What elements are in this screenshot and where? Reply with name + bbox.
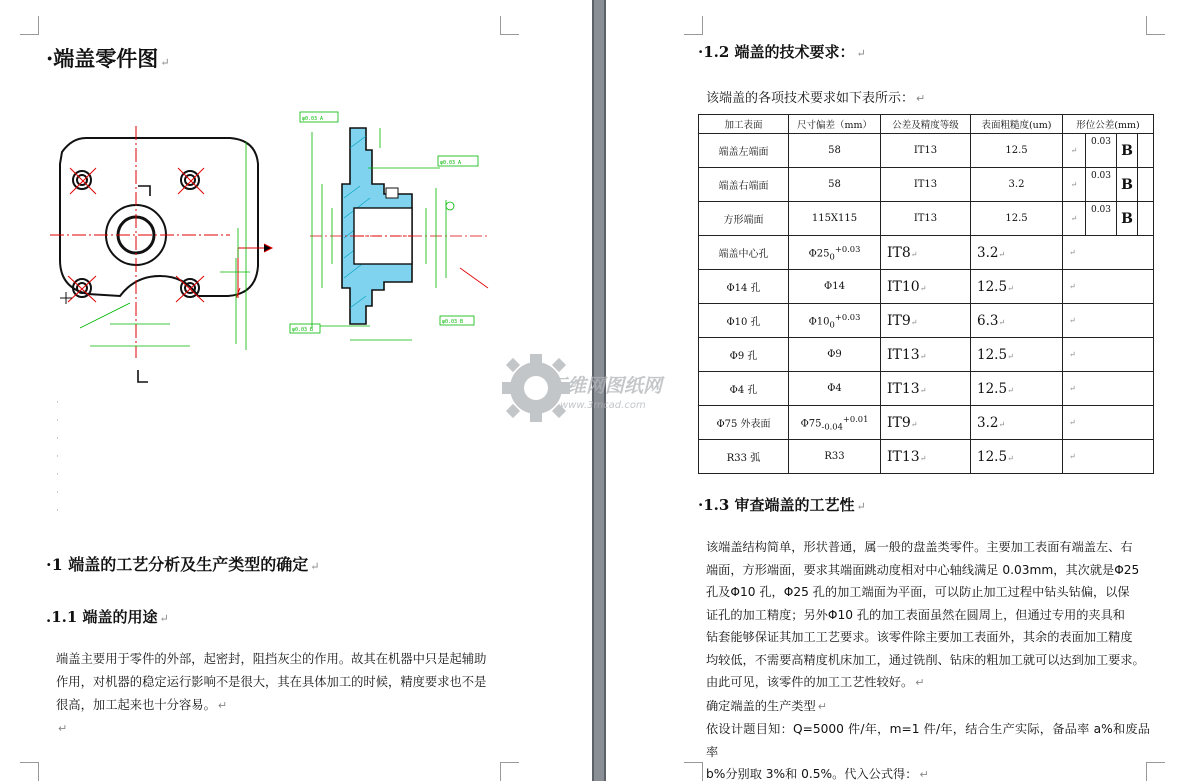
page-corner-mark (684, 762, 703, 781)
empty-paragraph-mark: · (56, 488, 59, 498)
table-cell-roughness: 12.5↵ (971, 338, 1063, 372)
table-cell-dimension: Φ4 (789, 372, 881, 406)
section-heading-1-3: ·1.3 审查端盖的工艺性 ↵ (698, 496, 866, 514)
watermark-logo (496, 350, 706, 430)
table-cell-surface: Φ75 外表面 (699, 406, 789, 440)
table-header: 表面粗糙度(um) (971, 115, 1063, 134)
tolerance-value: 0.03 (1086, 168, 1117, 201)
table-cell-surface: Φ9 孔 (699, 338, 789, 372)
section-1-3-body: 该端盖结构简单，形状普通，属一般的盘盖类零件。主要加工表面有端盖左、右 端面，方形端面，要求其端面跳动度相对中心轴线满足 0.03mm，其次就是Φ25 孔及Φ10 孔，Φ25 孔的加工端面为平面，可以防止加工过程中钻头钻偏，以保 证孔的加工精度；另外Φ10 孔的加工表面虽然在圆周上，但通过专用的夹具和 钻套能够保证其加工工艺要求。该零件除主要加工表面外，其余的表面加工精度 均较低，不需要高精度机床加工，通过铣削、钻床的粗加工就可以达到加工要求。 由此可见，该零件的加工工艺性较好。 ↵ 确定端盖的生产类型 ↵ 依设计题目知：Q=5000 件/年，m=1 件/年，结合生产实际，备品率 a%和废品率 b%分别取 3%和 0.5%。代入公式得： ↵ (706, 540, 1150, 781)
table-cell-roughness: 3.2↵ (971, 406, 1063, 440)
table-cell-roughness: 3.2 (971, 168, 1063, 202)
page-corner-mark (500, 762, 519, 781)
section-heading-1-2: ·1.2 端盖的技术要求： ↵ (698, 43, 866, 61)
table-cell-surface: 端盖中心孔 (699, 236, 789, 270)
page-corner-mark (20, 16, 39, 35)
table-cell-roughness: 12.5 (971, 202, 1063, 236)
table-cell-dimension: 58 (789, 168, 881, 202)
table-intro: 该端盖的各项技术要求如下表所示： ↵ (706, 91, 926, 106)
drawing-callout: φ0.03 B (442, 319, 464, 325)
watermark-brand: 三维网图纸网 (548, 375, 663, 397)
table-cell-tolerance: ↵ 0.03 B (1063, 134, 1154, 168)
section-heading-1-1: .1.1 端盖的用途 ↵ (46, 608, 169, 626)
table-cell-roughness: 12.5 (971, 134, 1063, 168)
empty-paragraph-mark: · (56, 434, 59, 444)
table-cell-grade: IT9↵ (881, 304, 971, 338)
table-cell-tolerance: ↵ (1063, 236, 1154, 270)
page-corner-mark (20, 762, 39, 781)
page-corner-mark (1146, 16, 1165, 35)
table-cell-tolerance: ↵ (1063, 304, 1154, 338)
table-header: 尺寸偏差（mm） (789, 115, 881, 134)
empty-paragraph-mark: · (56, 398, 59, 408)
table-cell-roughness: 3.2↵ (971, 236, 1063, 270)
table-cell-surface: 方形端面 (699, 202, 789, 236)
table-row (699, 440, 1154, 474)
table-row (699, 372, 1154, 406)
table-cell-dimension: 115X115 (789, 202, 881, 236)
empty-paragraph-mark: · (56, 470, 59, 480)
table-cell-grade: IT13↵ (881, 440, 971, 474)
table-row (699, 168, 1154, 202)
table-cell-tolerance: ↵ (1063, 406, 1154, 440)
table-cell-surface: Φ4 孔 (699, 372, 789, 406)
table-row (699, 202, 1154, 236)
table-cell-surface: Φ10 孔 (699, 304, 789, 338)
center-lines (50, 126, 272, 358)
table-cell-dimension: Φ14 (789, 270, 881, 304)
table-row (699, 134, 1154, 168)
table-cell-tolerance: ↵ (1063, 440, 1154, 474)
drawing-callout: φ0.03 A (302, 116, 324, 122)
drawing-callout: φ0.03 B (292, 327, 314, 333)
table-row (699, 236, 1154, 270)
table-cell-tolerance: ↵ (1063, 372, 1154, 406)
tolerance-datum: B (1117, 202, 1138, 235)
table-cell-grade: IT13 (881, 168, 971, 202)
table-cell-grade: IT13 (881, 134, 971, 168)
table-cell-grade: IT13↵ (881, 338, 971, 372)
page-title: ·端盖零件图 ↵ (46, 46, 170, 71)
table-cell-grade: IT13 (881, 202, 971, 236)
table-header: 公差及精度等级 (881, 115, 971, 134)
table-cell-surface: 端盖右端面 (699, 168, 789, 202)
front-view (60, 138, 258, 297)
table-cell-roughness: 6.3↵ (971, 304, 1063, 338)
table-cell-tolerance: ↵ 0.03 B (1063, 168, 1154, 202)
table-cell-dimension: R33 (789, 440, 881, 474)
end-cover-drawing (50, 88, 510, 388)
section-1-1-body: 端盖主要用于零件的外部，起密封，阻挡灰尘的作用。故其在机器中只是起辅助 作用，对机器的稳定运行影响不是很大，其在具体加工的时候，精度要求也不是 很高，加工起来也十分容易。 ↵ ↵ (56, 652, 487, 735)
table-cell-grade: IT13↵ (881, 372, 971, 406)
tolerance-value: 0.03 (1086, 134, 1117, 167)
table-cell-surface: R33 弧 (699, 440, 789, 474)
technical-requirements-table (698, 114, 1154, 474)
table-cell-dimension: $\Phi 25_0^{+0.03}$ (789, 236, 881, 270)
table-header-row (699, 115, 1154, 134)
section-view (310, 128, 490, 324)
tolerance-datum: B (1117, 168, 1138, 201)
table-cell-dimension: $\Phi 10_0^{+0.03}$ (789, 304, 881, 338)
page-corner-mark (684, 16, 703, 35)
table-row (699, 270, 1154, 304)
table-row (699, 338, 1154, 372)
page-corner-mark (500, 16, 519, 35)
tolerance-datum: B (1117, 134, 1138, 167)
watermark-url: www.3mcad.com (560, 400, 646, 411)
table-cell-tolerance: ↵ 0.03 B (1063, 202, 1154, 236)
empty-paragraph-mark: · (56, 452, 59, 462)
table-cell-tolerance: ↵ (1063, 270, 1154, 304)
table-cell-surface: 端盖左端面 (699, 134, 789, 168)
table-header: 加工表面 (699, 115, 789, 134)
table-cell-grade: IT9↵ (881, 406, 971, 440)
table-row (699, 304, 1154, 338)
table-row (699, 406, 1154, 440)
table-cell-grade: IT8↵ (881, 236, 971, 270)
empty-paragraph-mark: · (56, 506, 59, 516)
table-cell-dimension: Φ9 (789, 338, 881, 372)
table-cell-tolerance: ↵ (1063, 338, 1154, 372)
drawing-callout: φ0.03 A (440, 160, 462, 166)
table-cell-roughness: 12.5↵ (971, 270, 1063, 304)
table-cell-grade: IT10↵ (881, 270, 971, 304)
table-cell-roughness: 12.5↵ (971, 440, 1063, 474)
empty-paragraph-mark: · (56, 416, 59, 426)
table-cell-surface: Φ14 孔 (699, 270, 789, 304)
table-cell-dimension: $\Phi 75_{-0.04}^{+0.01}$ (789, 406, 881, 440)
section-heading-1: ·1 端盖的工艺分析及生产类型的确定 ↵ (46, 555, 320, 574)
table-header: 形位公差(mm) (1063, 115, 1154, 134)
tolerance-value: 0.03 (1086, 202, 1117, 235)
table-cell-roughness: 12.5↵ (971, 372, 1063, 406)
table-cell-dimension: 58 (789, 134, 881, 168)
